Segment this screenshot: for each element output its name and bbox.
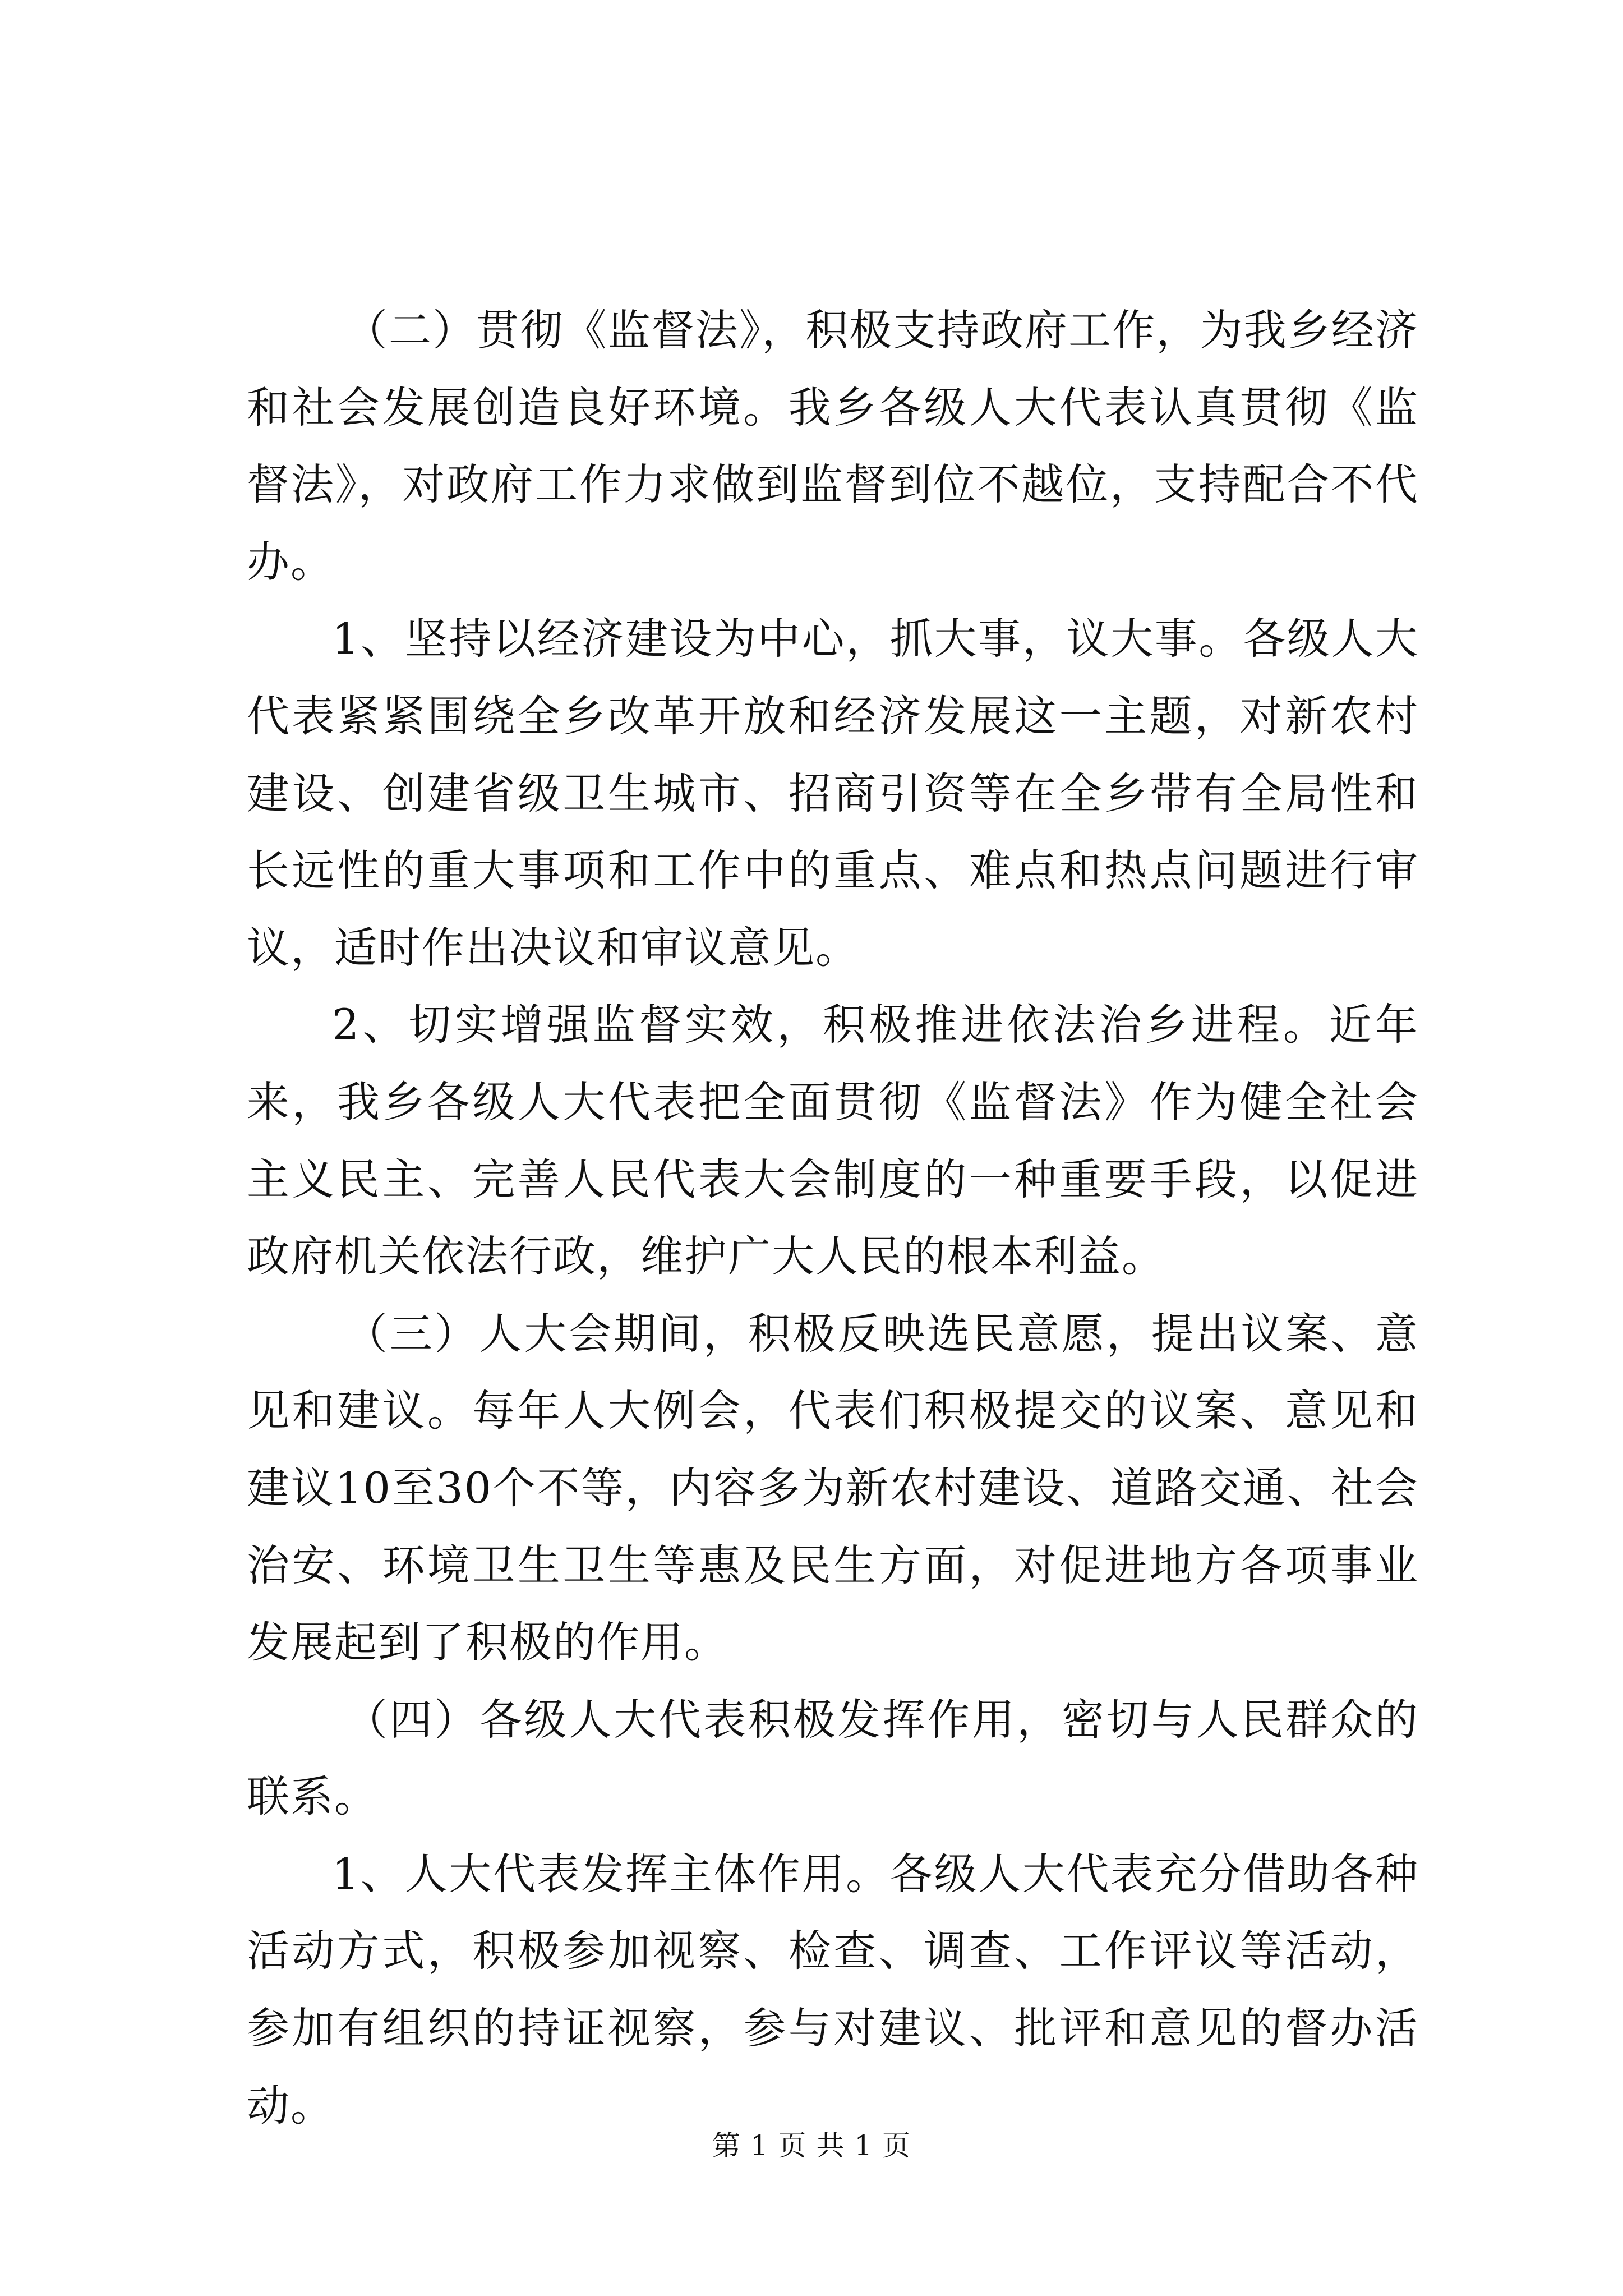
paragraph-section-four: （四）各级人大代表积极发挥作用，密切与人民群众的联系。: [247, 1694, 1419, 1822]
page-number-footer: 第 1 页 共 1 页: [712, 2129, 911, 2162]
paragraph-point-1: 1、坚持以经济建设为中心，抓大事，议大事。各级人大代表紧紧围绕全乡改革开放和经济发展这一主题，对新农村建设、创建省级卫生城市、招商引资等在全乡带有全局性和长远性的重大事项和工作中的重点、难点和热点问题进行审议，适时作出决议和审议意见。: [247, 614, 1419, 973]
paragraph-point-1-representatives: 1、人大代表发挥主体作用。各级人大代表充分借助各种活动方式，积极参加视察、检查、调查、工作评议等活动，参加有组织的持证视察，参与对建议、批评和意见的督办活动。: [247, 1848, 1419, 2131]
paragraph-point-2: 2、切实增强监督实效，积极推进依法治乡进程。近年来，我乡各级人大代表把全面贯彻《监督法》作为健全社会主义民主、完善人民代表大会制度的一种重要手段，以促进政府机关依法行政，维护广大人民的根本利益。: [247, 1000, 1419, 1282]
paragraph-section-three: （三）人大会期间，积极反映选民意愿，提出议案、意见和建议。每年人大例会，代表们积极提交的议案、意见和建议10至30个不等，内容多为新农村建设、道路交通、社会治安、环境卫生卫生等惠及民生方面，对促进地方各项事业发展起到了积极的作用。: [247, 1308, 1419, 1668]
document-body: [247, 292, 1419, 2144]
paragraph-section-two: （二）贯彻《监督法》，积极支持政府工作，为我乡经济和社会发展创造良好环境。我乡各级人大代表认真贯彻《监督法》，对政府工作力求做到监督到位不越位，支持配合不代办。: [247, 305, 1419, 587]
